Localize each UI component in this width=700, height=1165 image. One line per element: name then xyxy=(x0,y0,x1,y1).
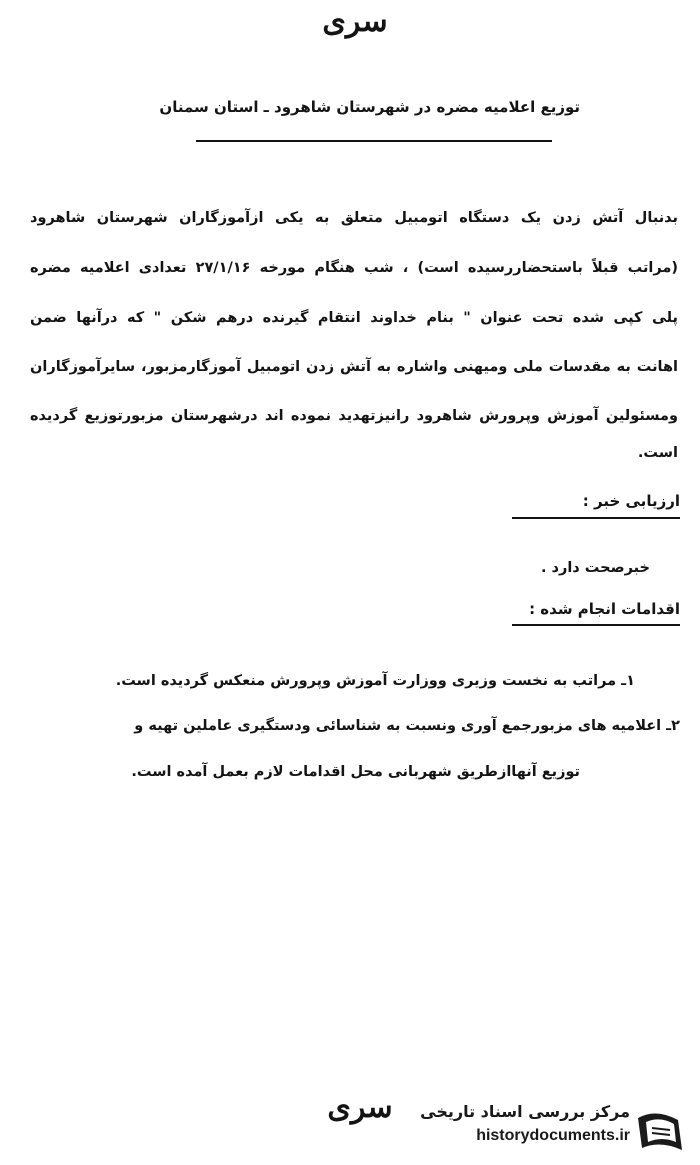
action-item-2: ۲ـ اعلامیه های مزبورجمع آوری ونسبت به شناسائی ودستگیری عاملین تهیه و xyxy=(134,718,680,734)
watermark-name: مرکز بررسی اسناد تاریخی xyxy=(420,1102,630,1121)
body-line-6: است. xyxy=(637,445,678,461)
assessment-underline xyxy=(512,517,680,519)
actions-heading: اقدامات انجام شده : xyxy=(529,600,680,618)
body-line-2: (مراتب قبلاً باستحضاررسیده است) ، شب هنگام مورخه ۲۷/۱/۱۶ تعدادی اعلامیه مضره xyxy=(30,260,678,276)
archive-watermark xyxy=(420,1100,630,1160)
action-item-1: ۱ـ مراتب به نخست وزیری ووزارت آموزش وپرورش منعکس گردیده است. xyxy=(115,673,635,689)
action-item-3: توزیع آنهاازطریق شهربانی محل اقدامات لازم بعمل آمده است. xyxy=(131,764,580,780)
actions-underline xyxy=(512,624,680,626)
book-emblem-icon xyxy=(632,1102,688,1158)
body-line-1: بدنبال آتش زدن یک دستگاه اتومبیل متعلق به یکی ازآموزگاران شهرستان شاهرود xyxy=(30,210,678,226)
body-line-3: پلی کپی شده تحت عنوان " بنام خداوند انتقام گیرنده درهم شکن " که درآنها ضمن xyxy=(30,310,678,326)
classification-bottom: سری xyxy=(327,1090,393,1125)
watermark-url: historydocuments.ir xyxy=(476,1127,630,1144)
body-line-4: اهانت به مقدسات ملی ومیهنی واشاره به آتش زدن اتومبیل آموزگارمزبور، سایرآموزگاران xyxy=(30,359,678,375)
document-title: توزیع اعلامیه مضره در شهرستان شاهرود ـ استان سمنان xyxy=(159,98,580,116)
assessment-heading: ارزیابی خبر : xyxy=(582,492,680,510)
title-underline xyxy=(196,140,552,142)
classification-top: سری xyxy=(322,4,388,39)
assessment-text: خبرصحت دارد . xyxy=(540,560,650,576)
body-line-5: ومسئولین آموزش وپرورش شاهرود رانیزتهدید نموده اند درشهرستان مزبورتوزیع گردیده xyxy=(30,408,678,424)
